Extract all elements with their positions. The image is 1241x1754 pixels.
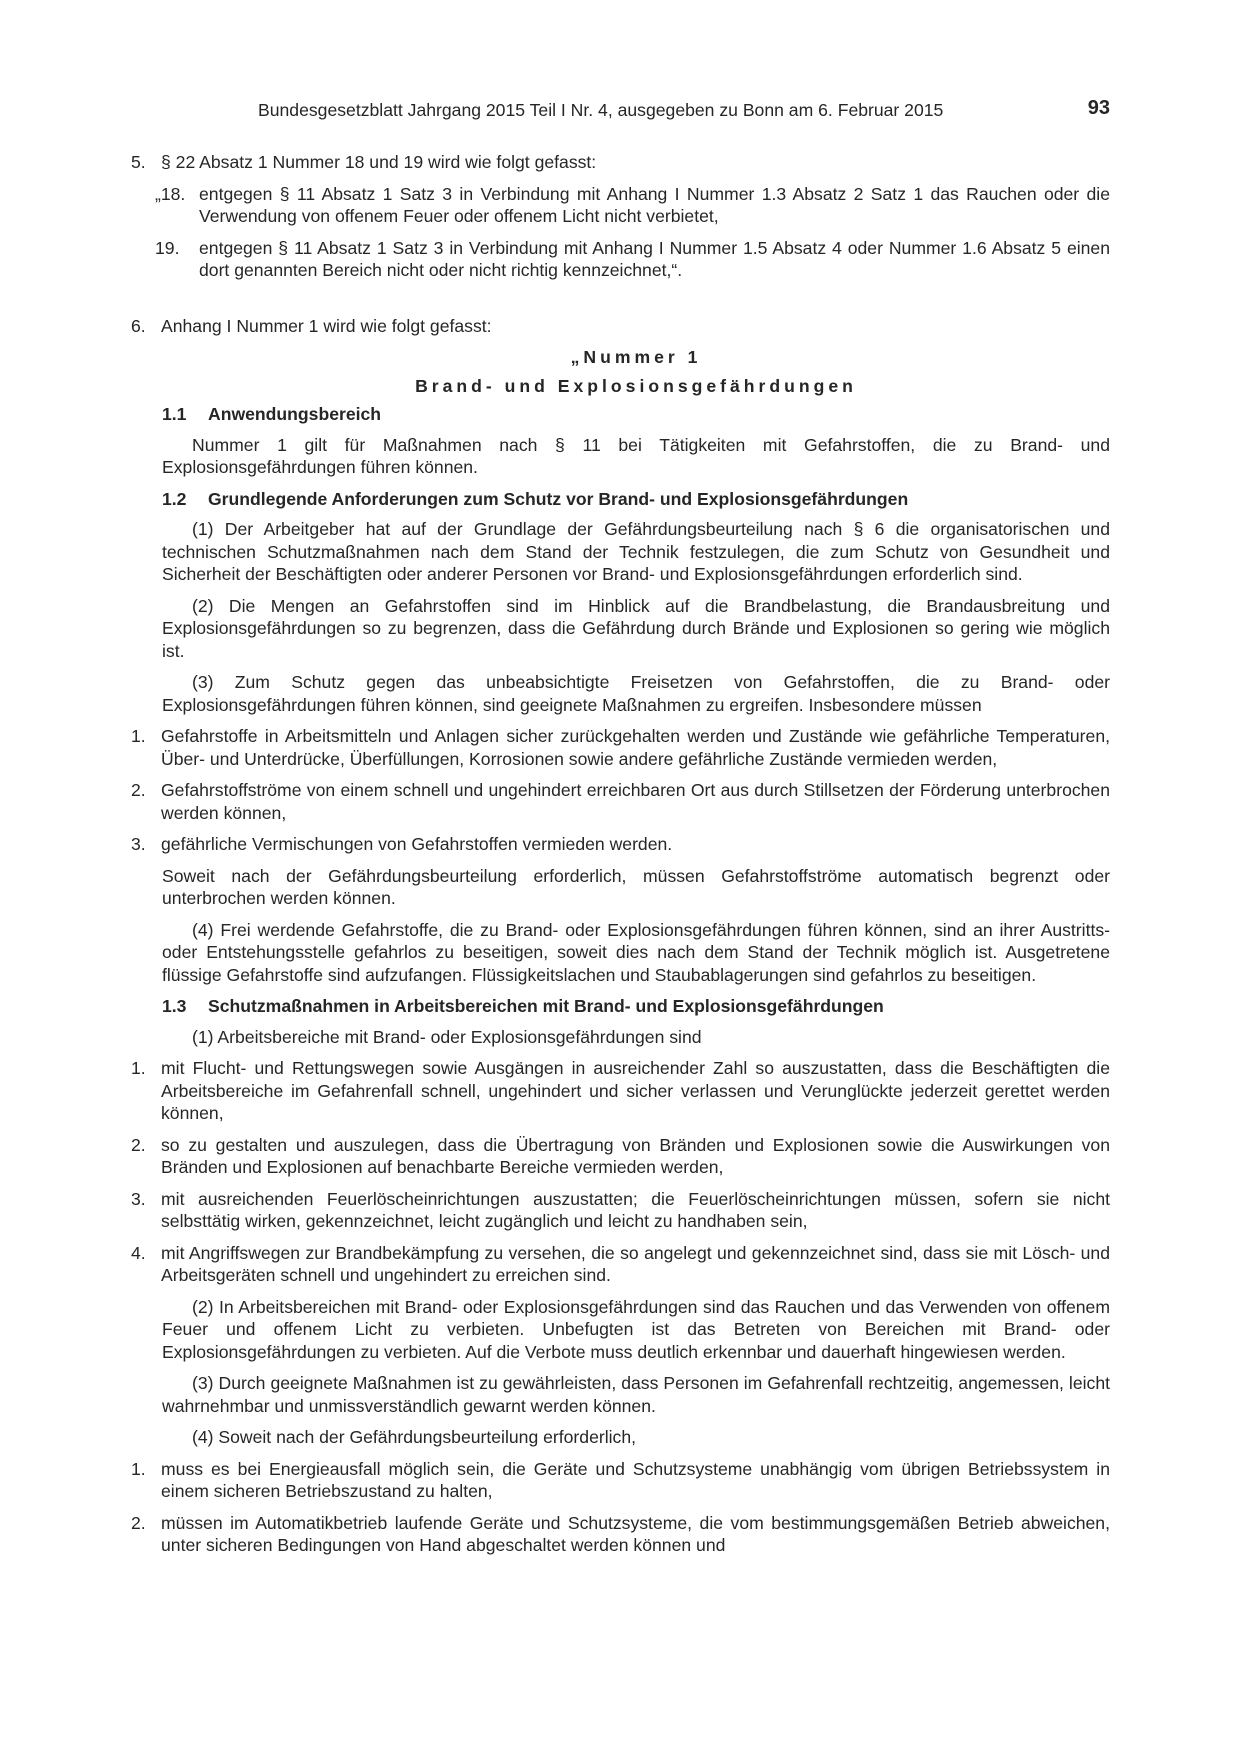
item-text: so zu gestalten und auszulegen, dass die Übertragung von Bränden und Explosionen sowie die Auswirkungen von Bränden und Explosionen auf benachbarte Bereiche vermieden werden, <box>161 1134 1110 1177</box>
paragraph: (1) Arbeitsbereiche mit Brand- oder Explosionsgefährdungen sind <box>192 1026 702 1047</box>
section-number: 1.1 <box>162 404 187 424</box>
paragraph: (4) Frei werdende Gefahrstoffe, die zu Brand- oder Explosionsgefährdungen führen können, sind an ihrer Austritts- oder Entstehungsstelle gefahrlos zu beseitigen, soweit dies nach dem Stand der Technik möglich ist. Ausgetretene flüssige Gefahrstoffe sind aufzufangen. Flüssigkeitslachen und Staubablagerungen sind gefahrlos zu beseitigen. <box>162 919 1110 985</box>
section-number: 1.3 <box>162 996 187 1016</box>
sub-item-19 <box>155 237 1110 282</box>
item-text: entgegen § 11 Absatz 1 Satz 3 in Verbindung mit Anhang I Nummer 1.3 Absatz 2 Satz 1 das Rauchen oder die Verwendung von offenem Feuer oder offenem Licht nicht verbietet, <box>199 183 1110 226</box>
paragraph: (2) Die Mengen an Gefahrstoffen sind im Hinblick auf die Brandbelastung, die Brandausbreitung und Explosionsgefährdungen so zu begrenzen, dass die Gefährdung durch Brände und Explosionen so gering wie möglich ist. <box>162 595 1110 661</box>
section-1-2-continued <box>162 865 1110 1049</box>
section-title: Anwendungsbereich <box>208 404 382 424</box>
list-item <box>131 779 1110 824</box>
section-heading-1-3 <box>162 995 1110 1018</box>
list-item <box>131 1057 1110 1125</box>
item-text: § 22 Absatz 1 Nummer 18 und 19 wird wie folgt gefasst: <box>161 152 597 172</box>
paragraph: (2) In Arbeitsbereichen mit Brand- oder Explosionsgefährdungen sind das Rauchen und das Verwenden von offenem Feuer und offenem Licht zu verbieten. Unbefugten ist das Betreten von Bereichen mit Brand- oder Explosionsgefährdungen zu verbieten. Auf die Verbote muss deutlich erkennbar und dauerhaft hingewiesen werden. <box>162 1296 1110 1362</box>
paragraph: Soweit nach der Gefährdungsbeurteilung erforderlich, müssen Gefahrstoffströme automatisch begrenzt oder unterbrochen werden können. <box>162 865 1110 908</box>
section-heading-1-2 <box>162 488 1110 511</box>
header-title: Bundesgesetzblatt Jahrgang 2015 Teil I Nr. 4, ausgegeben zu Bonn am 6. Februar 2015 <box>258 100 944 120</box>
item-number: 4. <box>131 1242 146 1263</box>
item-text: mit Flucht- und Rettungswegen sowie Ausgängen in ausreichender Zahl so auszustatten, dass die Beschäftigten die Arbeitsbereiche im Gefahrenfall schnell, ungehindert und sicher verlassen und Verunglückte jederzeit gerettet werden können, <box>161 1058 1110 1123</box>
section-number: 1.2 <box>162 488 187 509</box>
annex-heading-number: „Nummer 1 <box>570 347 702 367</box>
item-text: muss es bei Energieausfall möglich sein, die Geräte und Schutzsysteme unabhängig vom übrigen Betriebssystem in einem sicheren Betriebszustand zu halten, <box>161 1458 1110 1501</box>
item-text: gefährliche Vermischungen von Gefahrstoffen vermieden werden. <box>161 834 673 854</box>
list-item <box>131 1134 1110 1179</box>
item-text: Anhang I Nummer 1 wird wie folgt gefasst: <box>161 315 492 336</box>
item-text: müssen im Automatikbetrieb laufende Geräte und Schutzsysteme, die vom bestimmungsgemäßen Betrieb abweichen, unter sicheren Bedingungen von Hand abgeschaltet werden können und <box>161 1512 1110 1555</box>
page-number: 93 <box>1087 97 1110 119</box>
paragraph: Nummer 1 gilt für Maßnahmen nach § 11 bei Tätigkeiten mit Gefahrstoffen, die zu Brand- und Explosionsgefährdungen führen können. <box>162 434 1110 477</box>
list-item <box>131 1242 1110 1287</box>
item-text: Gefahrstoffe in Arbeitsmitteln und Anlagen sicher zurückgehalten werden und Zustände wie gefährliche Temperaturen, Über- und Unterdrücke, Überfüllungen, Korrosionen sowie andere gefährliche Zustände vermieden werden, <box>161 726 1110 769</box>
item-number: 2. <box>131 1512 146 1533</box>
paragraph: (4) Soweit nach der Gefährdungsbeurteilung erforderlich, <box>192 1427 637 1447</box>
section-heading-1-1 <box>162 403 1110 426</box>
amendment-item-6 <box>131 315 1110 338</box>
annex-block <box>162 346 1110 716</box>
list-item <box>131 1188 1110 1233</box>
sub-item-18 <box>155 183 1110 228</box>
section-title: Grundlegende Anforderungen zum Schutz vor Brand- und Explosionsgefährdungen <box>208 488 909 509</box>
paragraph: (3) Zum Schutz gegen das unbeabsichtigte Freisetzen von Gefahrstoffen, die zu Brand- oder Explosionsgefährdungen führen können, sind geeignete Maßnahmen zu ergreifen. Insbesondere müssen <box>162 672 1110 715</box>
item-number: 19. <box>155 237 180 258</box>
list-item <box>131 833 1110 856</box>
item-number: 1. <box>131 726 146 746</box>
document-body <box>131 151 1110 1566</box>
list-item <box>131 725 1110 770</box>
item-number: 5. <box>131 152 146 172</box>
item-text: mit ausreichenden Feuerlöscheinrichtungen auszustatten; die Feuerlöscheinrichtungen müssen, sofern sie nicht selbsttätig wirken, gekennzeichnet, leicht zugänglich und leicht zu handhaben sein, <box>161 1188 1110 1231</box>
section-1-3-continued <box>162 1296 1110 1449</box>
item-number: 2. <box>131 780 146 800</box>
paragraph: (3) Durch geeignete Maßnahmen ist zu gewährleisten, dass Personen im Gefahrenfall rechtzeitig, angemessen, leicht wahrnehmbar und unmissverständlich gewarnt werden können. <box>162 1373 1110 1416</box>
item-text: entgegen § 11 Absatz 1 Satz 3 in Verbindung mit Anhang I Nummer 1.5 Absatz 4 oder Nummer 1.6 Absatz 5 einen dort genannten Bereich nicht oder nicht richtig kennzeichnet,“. <box>199 237 1110 280</box>
item-number: 3. <box>131 834 146 854</box>
item-number: 2. <box>131 1134 146 1155</box>
item-number: 1. <box>131 1458 146 1479</box>
section-title: Schutzmaßnahmen in Arbeitsbereichen mit Brand- und Explosionsgefährdungen <box>208 996 884 1016</box>
paragraph: (1) Der Arbeitgeber hat auf der Grundlage der Gefährdungsbeurteilung nach § 6 die organisatorischen und technischen Schutzmaßnahmen nach dem Stand der Technik festzulegen, die zum Schutz von Gesundheit und Sicherheit der Beschäftigten oder anderer Personen vor Brand- und Explosionsgefährdungen erforderlich sind. <box>162 519 1110 584</box>
list-item <box>131 1512 1110 1557</box>
item-text: mit Angriffswegen zur Brandbekämpfung zu versehen, die so angelegt und gekennzeichnet sind, dass sie mit Lösch- und Arbeitsgeräten schnell und ungehindert zu erreichen sind. <box>161 1242 1110 1285</box>
annex-heading-title: Brand- und Explosionsgefährdungen <box>415 375 857 396</box>
amendment-item-5 <box>131 151 1110 174</box>
item-number: „18. <box>155 183 186 204</box>
page-header <box>0 99 1241 127</box>
list-item <box>131 1458 1110 1503</box>
item-text: Gefahrstoffströme von einem schnell und ungehindert erreichbaren Ort aus durch Stillsetzen der Förderung unterbrochen werden können, <box>161 780 1110 823</box>
item-number: 1. <box>131 1058 146 1078</box>
item-number: 6. <box>131 315 146 336</box>
item-number: 3. <box>131 1188 146 1209</box>
